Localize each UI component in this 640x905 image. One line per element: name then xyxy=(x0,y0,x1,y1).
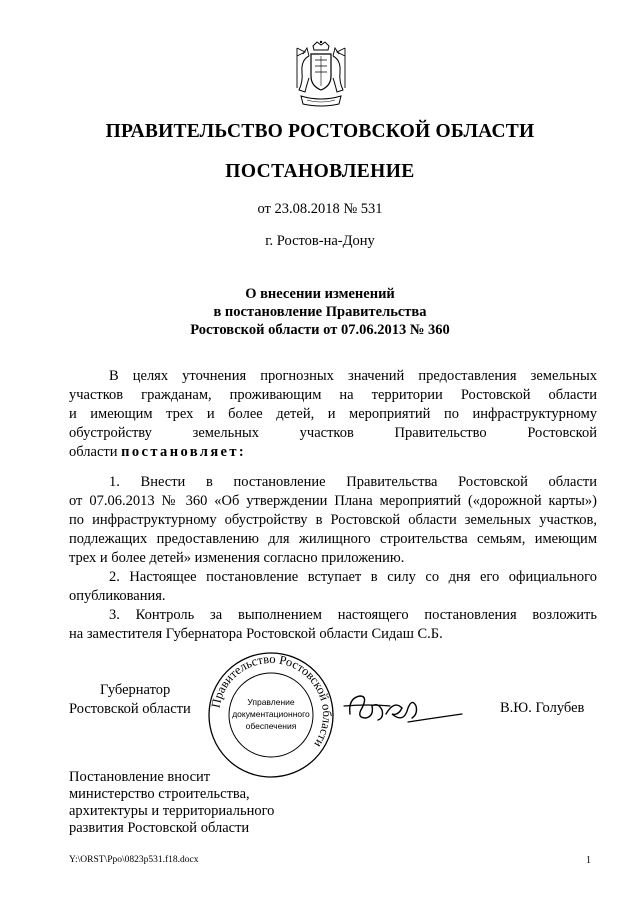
item-line: опубликования. xyxy=(69,588,166,604)
submitter-note xyxy=(69,769,274,837)
item-line: 2. Настоящее постановление вступает в силу со дня его официального xyxy=(109,569,597,585)
subject-line: Ростовской области от 07.06.2013 № 360 xyxy=(190,322,450,338)
subject-line: в постановление Правительства xyxy=(213,304,427,320)
submitter-line: министерство строительства, xyxy=(69,786,250,802)
preamble-line: В целях уточнения прогнозных значений предоставления земельных xyxy=(109,368,597,384)
signatory-name: В.Ю. Голубев xyxy=(500,700,585,716)
document-date-number: от 23.08.2018 № 531 xyxy=(257,201,383,217)
coat-of-arms-emblem xyxy=(293,40,349,108)
position-line: Ростовской области xyxy=(69,701,191,717)
document-type: ПОСТАНОВЛЕНИЕ xyxy=(225,161,415,182)
preamble-text: области xyxy=(69,444,122,460)
item-line: 1. Внести в постановление Правительства Ростовской области xyxy=(109,474,597,490)
preamble-line xyxy=(69,443,597,462)
item-line: трех и более детей» изменения согласно приложению. xyxy=(69,550,405,566)
subject-line: О внесении изменений xyxy=(245,286,395,302)
preamble-line: и имеющим трех и более детей, и мероприятий по инфраструктурному xyxy=(69,406,597,422)
government-title: ПРАВИТЕЛЬСТВО РОСТОВСКОЙ ОБЛАСТИ xyxy=(105,121,535,142)
submitter-line: развития Ростовской области xyxy=(69,820,250,836)
resolves-keyword: постановляет: xyxy=(121,444,247,460)
position-line: Губернатор xyxy=(100,682,171,698)
item-line: 3. Контроль за выполнением настоящего постановления возложить xyxy=(109,607,597,623)
item-line: подлежащих предоставлению для жилищного строительства семьям, имеющим xyxy=(69,531,597,547)
submitter-line: Постановление вносит xyxy=(69,769,211,785)
stamp-inner-line: Управление xyxy=(247,697,295,707)
stamp-inner-line: обеспечения xyxy=(245,721,297,731)
item-line: от 07.06.2013 № 360 «Об утверждении Плана мероприятий («дорожной карты») xyxy=(69,493,597,509)
preamble xyxy=(69,367,597,462)
item-line: по инфраструктурному обустройству в Ростовской области земельных участков, xyxy=(69,512,597,528)
submitter-line: архитектуры и территориального xyxy=(69,803,275,819)
stamp-inner-line: документационного xyxy=(232,709,310,719)
document-subject xyxy=(0,285,640,339)
resolution-items xyxy=(69,473,597,644)
preamble-line: участков гражданам, проживающим на территории Ростовской области xyxy=(69,387,597,403)
footer-file-path: Y:\ORST\Ppo\0823p531.f18.docx xyxy=(69,855,199,865)
footer-page-number: 1 xyxy=(586,855,591,866)
signatory-position xyxy=(69,681,191,719)
official-stamp xyxy=(206,650,336,780)
preamble-line: обустройству земельных участков Правительство Ростовской xyxy=(69,425,597,441)
item-line: на заместителя Губернатора Ростовской области Сидаш С.Б. xyxy=(69,626,443,642)
stamp-ring-text: Правительство Ростовской области xyxy=(208,651,335,751)
handwritten-signature xyxy=(338,684,468,734)
document-city: г. Ростов-на-Дону xyxy=(265,233,375,249)
